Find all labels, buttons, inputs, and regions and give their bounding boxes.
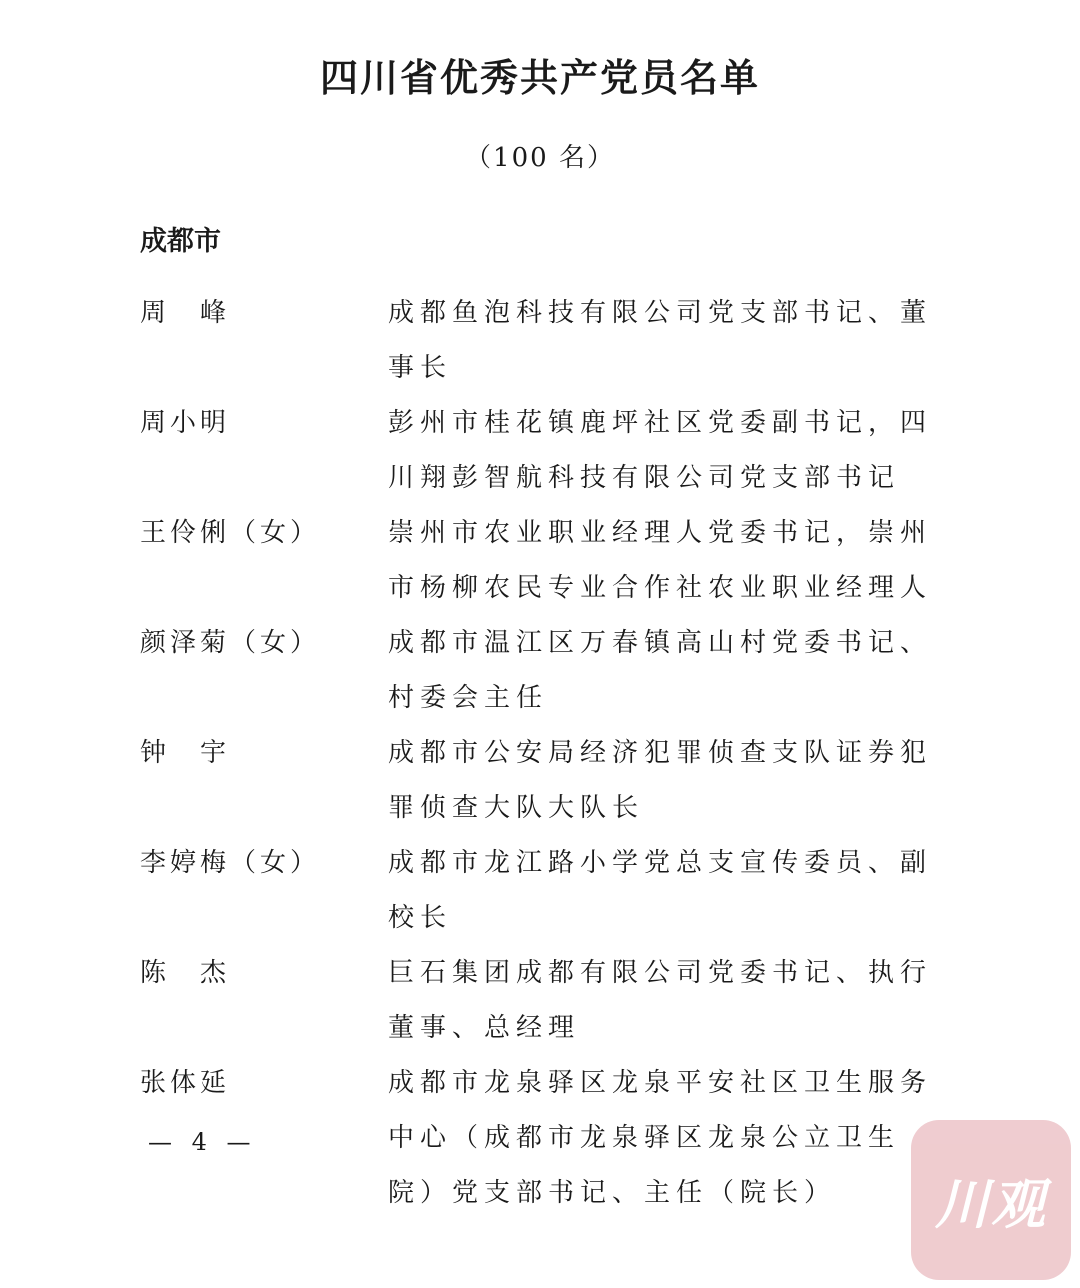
entry-title: 崇州市农业职业经理人党委书记，崇州市杨柳农民专业合作社农业职业经理人 — [388, 518, 933, 603]
document-subtitle: （100 名） — [465, 143, 615, 173]
entry-title: 巨石集团成都有限公司党委书记、执行董事、总经理 — [388, 958, 933, 1043]
entry-title: 彭州市桂花镇鹿坪社区党委副书记，四川翔彭智航科技有限公司党支部书记 — [388, 408, 933, 493]
entry-name: 陈 杰 — [140, 958, 231, 988]
list-item — [140, 726, 940, 836]
list-item — [140, 1056, 940, 1221]
watermark-text: 川观 — [935, 1172, 1047, 1236]
list-item — [140, 286, 940, 396]
list-item — [140, 396, 940, 506]
entry-name: 颜泽菊（女） — [140, 628, 321, 658]
entry-title: 成都市温江区万春镇高山村党委书记、村委会主任 — [388, 628, 933, 713]
list-item — [140, 506, 940, 616]
entry-list — [140, 286, 940, 1221]
entry-name: 李婷梅（女） — [140, 848, 321, 878]
document-title: 四川省优秀共产党员名单 — [319, 56, 760, 100]
entry-name: 钟 宇 — [140, 738, 231, 768]
entry-name: 周小明 — [140, 408, 231, 438]
entry-name: 张体延 — [140, 1068, 231, 1098]
list-item — [140, 616, 940, 726]
entry-name: 周 峰 — [140, 298, 231, 328]
list-item — [140, 836, 940, 946]
list-item — [140, 946, 940, 1056]
watermark-logo — [911, 1120, 1071, 1280]
entry-name: 王伶俐（女） — [140, 518, 321, 548]
entry-title: 成都市龙江路小学党总支宣传委员、副校长 — [388, 848, 933, 933]
section-heading: 成都市 — [140, 226, 221, 257]
entry-title: 成都鱼泡科技有限公司党支部书记、董事长 — [388, 298, 933, 383]
page-number: — 4 — — [148, 1128, 257, 1156]
entry-title: 成都市龙泉驿区龙泉平安社区卫生服务中心（成都市龙泉驿区龙泉公立卫生院）党支部书记、主任（院长） — [388, 1068, 933, 1208]
entry-title: 成都市公安局经济犯罪侦查支队证券犯罪侦查大队大队长 — [388, 738, 933, 823]
